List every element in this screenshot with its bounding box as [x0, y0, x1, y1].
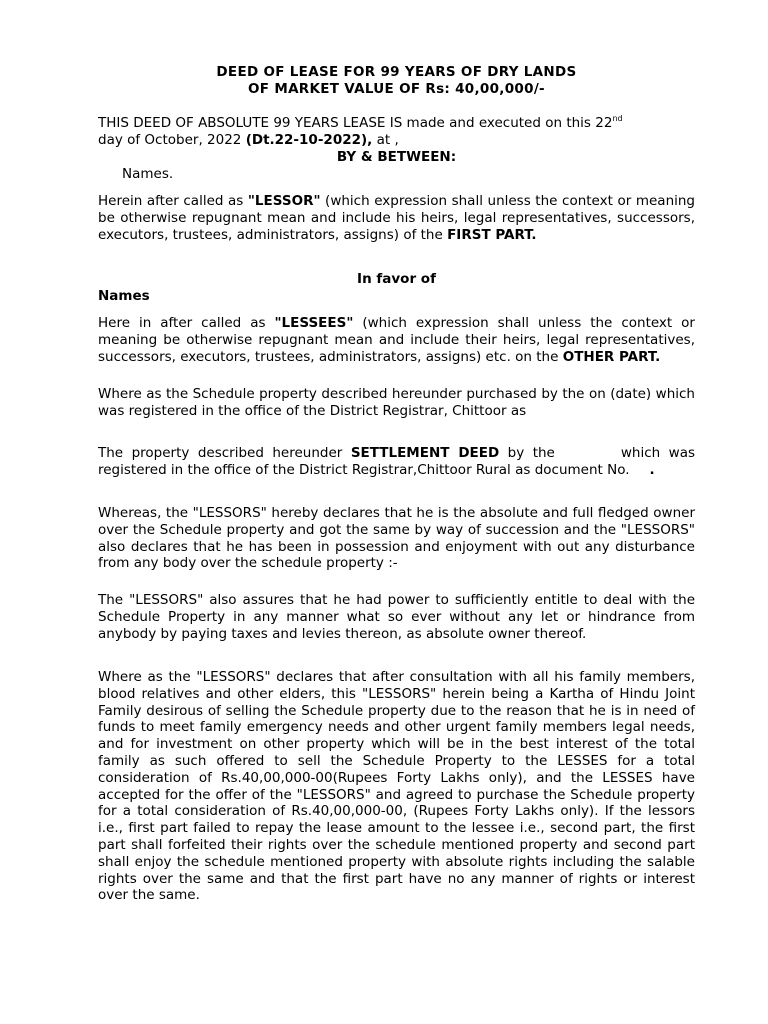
by-and-between-heading: BY & BETWEEN:	[336, 149, 457, 165]
lessees-paragraph: Here in after called as "LESSEES" (which expression shall unless the context or meaning be otherwise repugnant mean and include their heirs, legal representatives, successors, executors, trustees, administrators, assigns) etc. on the OTHER PART.	[98, 315, 695, 365]
in-favor-of-heading: In favor of	[357, 271, 436, 287]
title-line-2: OF MARKET VALUE OF Rs: 40,00,000/-	[248, 80, 545, 97]
assurance-paragraph: The "LESSORS" also assures that he had power to sufficiently entitle to deal with the Schedule Property in any manner what so ever without any let or hindrance from anybody by paying taxes and levies thereon, as absolute owner thereof.	[98, 592, 695, 642]
settlement-deed-paragraph: The property described hereunder SETTLEMENT DEED by the which was registered in the office of the District Registrar,Chittoor Rural as document No. .	[98, 445, 696, 478]
deed-title	[98, 64, 695, 98]
title-line-1: DEED OF LEASE FOR 99 YEARS OF DRY LANDS	[216, 64, 577, 80]
lessor-paragraph: Herein after called as "LESSOR" (which expression shall unless the context or meaning be otherwise repugnant mean and include his heirs, legal representatives, successors, executors, trustees, administrators, assigns) of the FIRST PART.	[98, 193, 695, 243]
ownership-declaration-paragraph: Whereas, the "LESSORS" hereby declares that he is the absolute and full fledged owner over the Schedule property and got the same by way of succession and the "LESSORS" also declares that he has been in possession and enjoyment with out any disturbance from any body over the schedule property :-	[98, 505, 695, 572]
consideration-paragraph: Where as the "LESSORS" declares that after consultation with all his family members, blood relatives and other elders, this "LESSORS" herein being a Kartha of Hindu Joint Family desirous of selling the Schedule property due to the reason that he is in need of funds to meet family emergency needs and other urgent family members legal needs, and for investment on other property which will be in the best interest of the total family as such offered to sell the Schedule Property to the LESSES for a total consideration of Rs.40,00,000-00(Rupees Forty Lakhs only), and the LESSES have accepted for the offer of the "LESSORS" and agreed to purchase the Schedule property for a total consideration of Rs.40,00,000-00, (Rupees Forty Lakhs only). If the lessors i.e., first part failed to repay the lease amount to the lessee i.e., second part, the first part shall forfeited their rights over the schedule mentioned property and second part shall enjoy the schedule mentioned property with absolute rights including the salable rights over the same and that the first part have no any manner of rights or interest over the same.	[98, 669, 695, 904]
schedule-purchase-paragraph: Where as the Schedule property described hereunder purchased by the on (date) which was registered in the office of the District Registrar, Chittoor as	[98, 386, 695, 419]
lessor-names-placeholder: Names.	[122, 166, 174, 182]
lessee-names-placeholder: Names	[98, 288, 150, 304]
opening-paragraph: THIS DEED OF ABSOLUTE 99 YEARS LEASE IS made and executed on this 22nd day of October, 2022 (Dt.22-10-2022), at ,	[98, 114, 623, 148]
